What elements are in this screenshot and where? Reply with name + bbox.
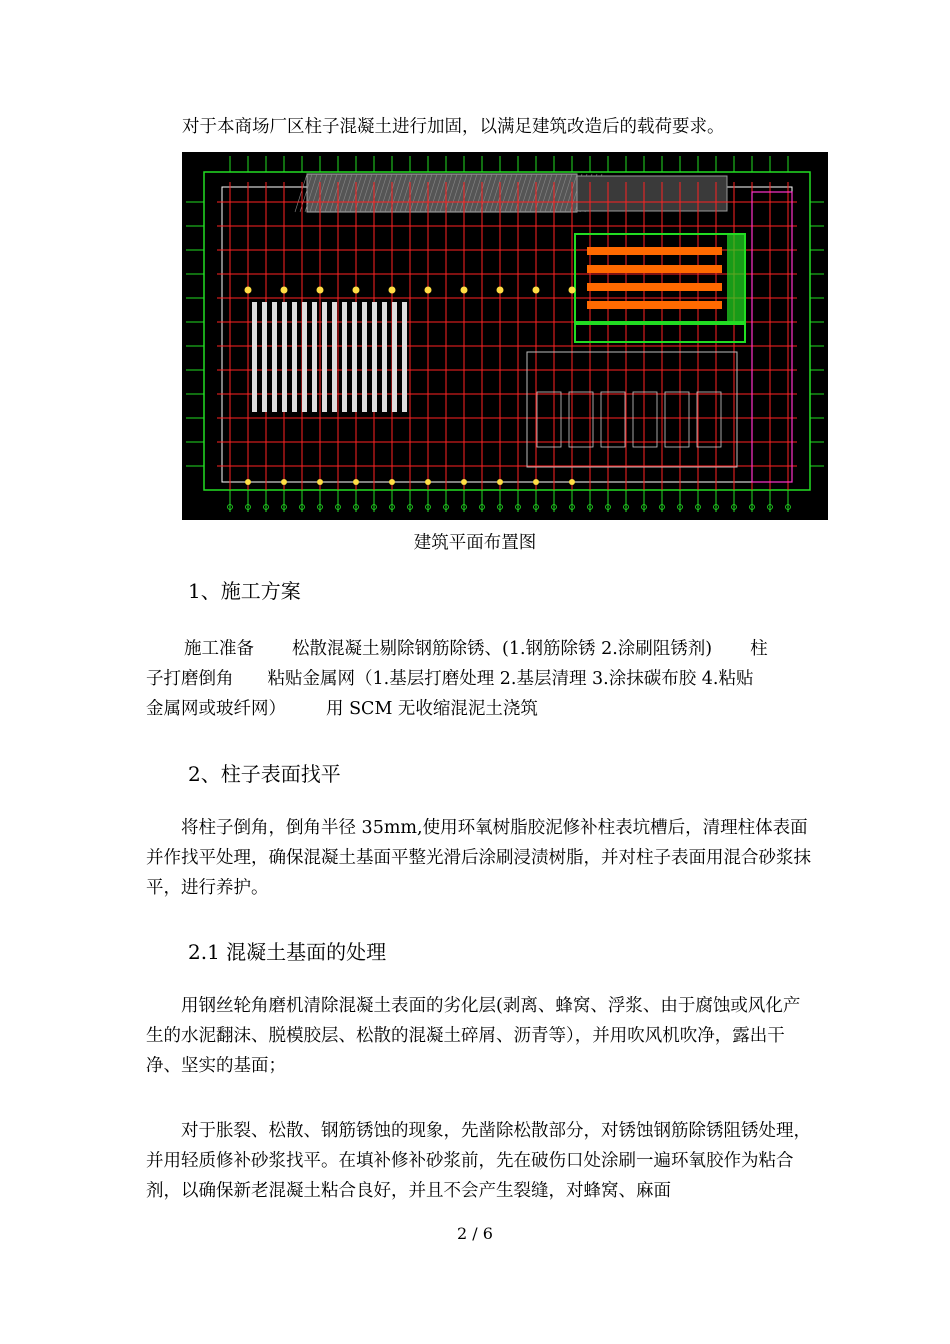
figure-caption: 建筑平面布置图 [413, 533, 537, 553]
intro-text: 对于本商场厂区柱子混凝土进行加固，以满足建筑改造后的载荷要求。 [182, 117, 725, 137]
floor-plan-drawing [182, 152, 828, 520]
section-2-title: 2、柱子表面找平 [188, 762, 341, 786]
step-3-start: 柱 [750, 639, 768, 659]
section-2-1-paragraph-1 [146, 991, 812, 1081]
step-4-end: 金属网或玻纤网） [146, 699, 286, 719]
section-2-1-paragraph-2 [146, 1116, 812, 1206]
paragraph-text: 用钢丝轮角磨机清除混凝土表面的劣化层(剥离、蜂窝、浮浆、由于腐蚀或风化产生的水泥翻沫、脱模胶层、松散的混凝土碎屑、沥青等），并用吹风机吹净，露出干净、坚实的基面； [146, 996, 801, 1076]
step-3-end: 子打磨倒角 [146, 669, 234, 689]
step-1: 施工准备 [184, 639, 254, 659]
section-2-1-title: 2.1 混凝土基面的处理 [188, 940, 387, 964]
step-4-start: 粘贴金属网（1.基层打磨处理 2.基层清理 3.涂抹碳布胶 4.粘贴 [267, 669, 754, 689]
section-2-paragraph: 将柱子倒角，倒角半径 35mm,使用环氧树脂胶泥修补柱表坑槽后，清理柱体表面并作找平处理，确保混凝土基面平整光滑后涂刷浸渍树脂，并对柱子表面用混合砂浆抹平，进行养护。 [146, 818, 811, 898]
section-1-title: 1、施工方案 [188, 579, 301, 603]
step-2: 松散混凝土剔除钢筋除锈、(1.钢筋除锈 2.涂刷阻锈剂) [292, 639, 713, 659]
section-2-body [146, 813, 812, 903]
step-5: 用 SCM 无收缩混泥土浇筑 [326, 699, 538, 719]
section-1-body [146, 634, 812, 724]
building-floor-plan-image [182, 152, 828, 520]
paragraph-text: 对于胀裂、松散、钢筋锈蚀的现象，先凿除松散部分，对锈蚀钢筋除锈阻锈处理，并用轻质修补砂浆找平。在填补修补砂浆前，先在破伤口处涂刷一遍环氧胶作为粘合剂，以确保新老混凝土粘合良好，并且不会产生裂缝，对蜂窝、麻面 [146, 1121, 811, 1201]
page-number: 2 / 6 [457, 1224, 493, 1243]
